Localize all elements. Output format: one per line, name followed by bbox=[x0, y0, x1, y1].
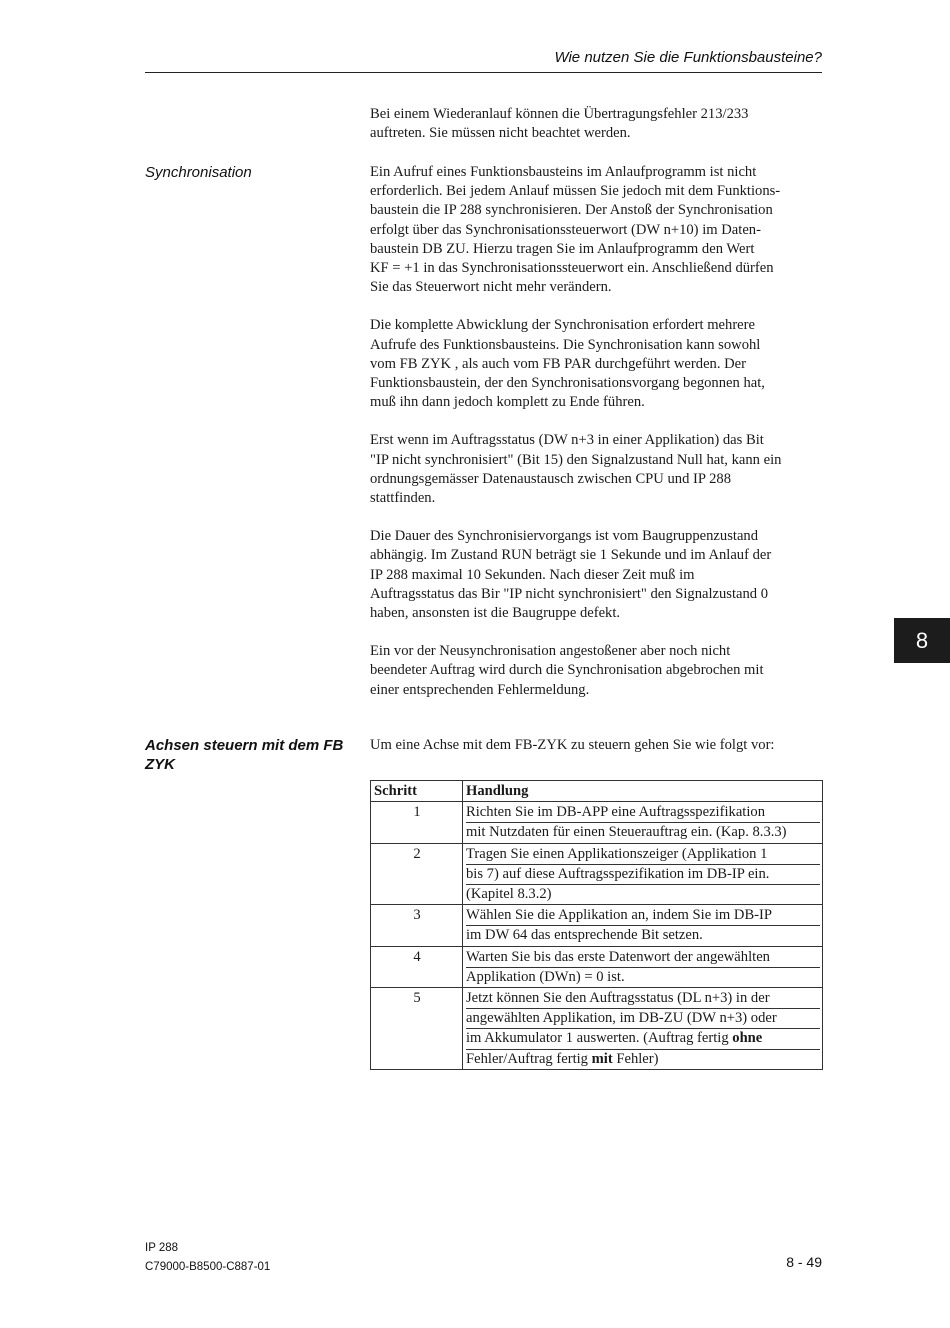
step-number: 3 bbox=[371, 905, 463, 946]
action-line: Warten Sie bis das erste Datenwort der angewählten bbox=[466, 948, 820, 968]
action-line: Richten Sie im DB-APP eine Auftragsspezifikation bbox=[466, 803, 820, 823]
action-line: Wählen Sie die Applikation an, indem Sie im DB-IP bbox=[466, 906, 820, 926]
action-line: (Kapitel 8.3.2) bbox=[466, 886, 552, 903]
action-line bbox=[466, 1029, 820, 1049]
action-line: im DW 64 das entsprechende Bit setzen. bbox=[466, 927, 703, 944]
action-line bbox=[466, 1051, 659, 1067]
action-line: Jetzt können Sie den Auftragsstatus (DL n+3) in der bbox=[466, 989, 820, 1009]
table-row bbox=[371, 988, 823, 1070]
step-action bbox=[463, 946, 823, 987]
sync-paragraph-4: Die Dauer des Synchronisiervorgangs ist vom Baugruppenzustand abhängig. Im Zustand RUN beträgt sie 1 Sekunde und im Anlauf der IP 288 maximal 10 Sekunden. Nach dieser Zeit muß im Auftragsstatus das Bir "IP nicht synchronisiert" den Signalzustand 0 haben, ansonsten ist die Baugruppe defekt. bbox=[370, 528, 772, 622]
table-row bbox=[371, 946, 823, 987]
sync-paragraph-2: Die komplette Abwicklung der Synchronisation erfordert mehrere Aufrufe des Funktionsbausteins. Die Synchronisation kann sowohl vom FB ZYK , als auch vom FB PAR durchgeführt werden. Der Funktionsbaustein, der den Synchronisationsvorgang begonnen hat, muß ihn dann jedoch komplett zu Ende führen. bbox=[370, 317, 765, 411]
column-header-schritt: Schritt bbox=[371, 781, 463, 802]
action-line: mit Nutzdaten für einen Steuerauftrag ein. (Kap. 8.3.3) bbox=[466, 824, 787, 841]
page-number: 8 - 49 bbox=[786, 1254, 822, 1270]
action-line: bis 7) auf diese Auftragsspezifikation im DB-IP ein. bbox=[466, 865, 820, 885]
sync-paragraph-3: Erst wenn im Auftragsstatus (DW n+3 in einer Applikation) das Bit "IP nicht synchronisiert" (Bit 15) den Signalzustand Null hat, kann ein ordnungsgemässer Datenaustausch zwischen CPU und IP 288 stattfinden. bbox=[370, 432, 782, 507]
table-row bbox=[371, 905, 823, 946]
sync-paragraph-5: Ein vor der Neusynchronisation angestoßener aber noch nicht beendeter Auftrag wird durch die Synchronisation abgebrochen mit einer entsprechenden Fehlermeldung. bbox=[370, 643, 764, 698]
footer-order-number: C79000-B8500-C887-01 bbox=[145, 1261, 271, 1273]
section-heading-synchronisation: Synchronisation bbox=[145, 164, 252, 181]
steps-table bbox=[370, 780, 823, 1070]
step-action bbox=[463, 843, 823, 905]
step-action bbox=[463, 988, 823, 1070]
column-header-handlung: Handlung bbox=[463, 781, 823, 802]
achsen-intro-text: Um eine Achse mit dem FB-ZYK zu steuern gehen Sie wie folgt vor: bbox=[370, 737, 775, 753]
bold-keyword-mit: mit bbox=[591, 1050, 613, 1067]
table-row bbox=[371, 843, 823, 905]
bold-keyword-ohne: ohne bbox=[732, 1030, 763, 1047]
intro-paragraph bbox=[370, 105, 825, 162]
page-header-title: Wie nutzen Sie die Funktionsbausteine? bbox=[554, 49, 822, 66]
section-heading-achsen-steuern: Achsen steuern mit dem FB ZYK bbox=[145, 737, 344, 773]
table-row bbox=[371, 802, 823, 843]
action-line: angewählten Applikation, im DB-ZU (DW n+3) oder bbox=[466, 1009, 820, 1029]
action-text: Fehler/Auftrag fertig bbox=[466, 1050, 592, 1067]
achsen-intro bbox=[370, 736, 825, 774]
step-number: 2 bbox=[371, 843, 463, 905]
action-line: Applikation (DWn) = 0 ist. bbox=[466, 968, 625, 985]
action-text: im Akkumulator 1 auswerten. (Auftrag fertig bbox=[466, 1030, 733, 1047]
step-number: 1 bbox=[371, 802, 463, 843]
step-number: 4 bbox=[371, 946, 463, 987]
chapter-tab: 8 bbox=[894, 618, 950, 663]
footer-product: IP 288 bbox=[145, 1242, 179, 1254]
sync-paragraph-1: Ein Aufruf eines Funktionsbausteins im Anlaufprogramm ist nicht erforderlich. Bei jedem Anlauf müssen Sie jedoch mit dem Funktions- baustein die IP 288 synchronisieren. Der Anstoß der Synchronisation erfolgt über das Synchronisationssteuerwort (DW n+10) im Daten- baustein DB ZU. Hierzu tragen Sie im Anlaufprogramm den Wert KF = +1 in das Synchronisationssteuerwort ein. Anschließend dürfen Sie das Steuerwort nicht mehr verändern. bbox=[370, 164, 781, 296]
action-line: Tragen Sie einen Applikationszeiger (Applikation 1 bbox=[466, 845, 820, 865]
footer-document-info bbox=[145, 1239, 270, 1277]
header-divider bbox=[145, 72, 822, 73]
table-header-row bbox=[371, 781, 823, 802]
step-number: 5 bbox=[371, 988, 463, 1070]
step-action bbox=[463, 905, 823, 946]
intro-text: Bei einem Wiederanlauf können die Übertragungsfehler 213/233 auftreten. Sie müssen nicht beachtet werden. bbox=[370, 106, 749, 142]
action-text: Fehler) bbox=[612, 1050, 659, 1067]
step-action bbox=[463, 802, 823, 843]
synchronisation-section bbox=[370, 163, 825, 719]
